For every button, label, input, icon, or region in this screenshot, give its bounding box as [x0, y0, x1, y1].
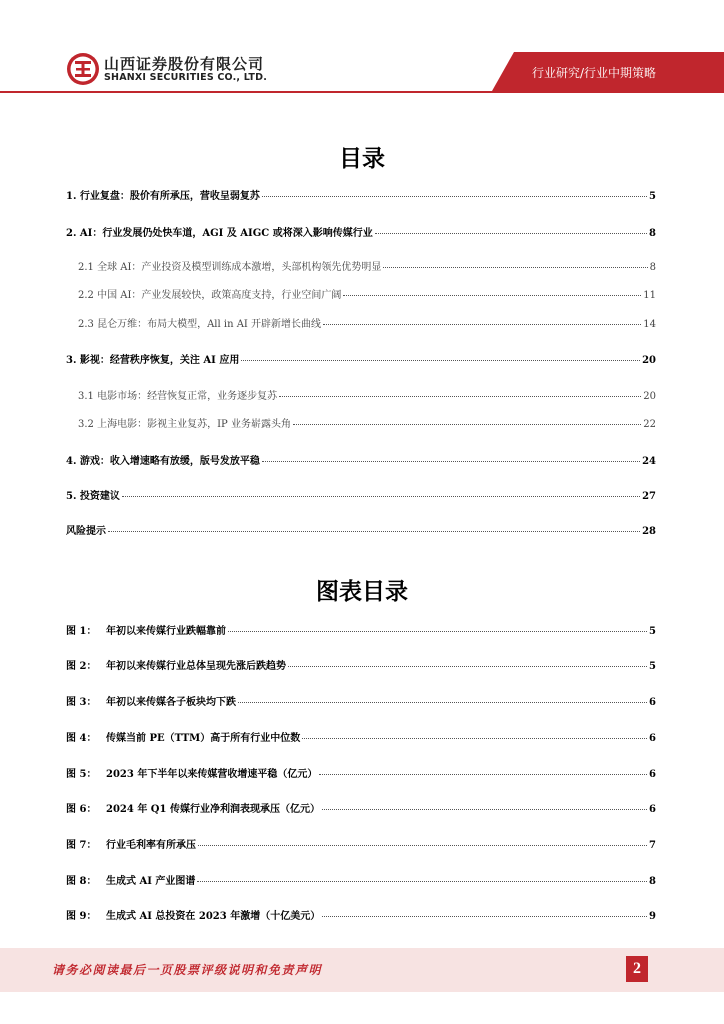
toc-entry[interactable] [66, 351, 656, 365]
toc-entry-page: 22 [643, 419, 656, 430]
leader-dots [262, 461, 640, 462]
figure-number: 图 3： [66, 697, 97, 708]
leader-dots [288, 666, 647, 667]
leader-dots [293, 424, 641, 425]
figure-entry-page: 5 [649, 626, 656, 637]
figure-number: 图 1： [66, 626, 97, 637]
disclaimer-notice: 请务必阅读最后一页股票评级说明和免责声明 [52, 963, 323, 977]
leader-dots [108, 531, 640, 532]
figure-list-title: 图表目录 [316, 579, 408, 605]
toc-entry-page: 20 [643, 391, 656, 402]
figure-entry[interactable] [66, 622, 656, 636]
figure-entry[interactable] [66, 693, 656, 707]
figure-entry-page: 7 [649, 840, 656, 851]
leader-dots [238, 702, 647, 703]
company-logo-icon [66, 52, 100, 86]
leader-dots [241, 360, 640, 361]
figure-entry-page: 6 [649, 769, 656, 780]
report-type: 行业研究/行业中期策略 [532, 66, 657, 80]
toc-entry[interactable] [66, 522, 656, 536]
figure-entry-page: 8 [649, 876, 656, 887]
figure-entry-label: 传媒当前 PE（TTM）高于所有行业中位数 [106, 733, 301, 744]
leader-dots [302, 738, 647, 739]
figure-entry[interactable] [66, 872, 656, 886]
figure-entry-page: 9 [649, 911, 656, 922]
toc-entry[interactable] [66, 452, 656, 466]
leader-dots [197, 881, 647, 882]
figure-entry-page: 5 [649, 661, 656, 672]
figure-entry-page: 6 [649, 733, 656, 744]
toc-entry-label: 4. 游戏：收入增速略有放缓，版号发放平稳 [66, 456, 260, 467]
toc-subentry[interactable] [78, 415, 656, 429]
leader-dots [319, 774, 647, 775]
leader-dots [262, 196, 647, 197]
toc-entry-label: 2.1 全球 AI：产业投资及模型训练成本激增，头部机构领先优势明显 [78, 262, 382, 273]
figure-number: 图 2： [66, 661, 97, 672]
toc-entry-page: 8 [649, 262, 656, 273]
header-divider [0, 91, 724, 93]
leader-dots [322, 809, 647, 810]
toc-entry[interactable] [66, 224, 656, 238]
toc-entry-label: 2. AI：行业发展仍处快车道，AGI 及 AIGC 或将深入影响传媒行业 [66, 228, 373, 239]
figure-entry[interactable] [66, 729, 656, 743]
leader-dots [279, 396, 641, 397]
figure-entry-label: 2024 年 Q1 传媒行业净利润表现承压（亿元） [106, 804, 320, 815]
toc-entry-label: 5. 投资建议 [66, 491, 120, 502]
figure-number: 图 4： [66, 733, 97, 744]
figure-entry-label: 年初以来传媒行业总体呈现先涨后跌趋势 [106, 661, 286, 672]
toc-entry-page: 8 [649, 228, 656, 239]
figure-entry-label: 生成式 AI 总投资在 2023 年激增（十亿美元） [106, 911, 321, 922]
figure-entry-label: 年初以来传媒各子板块均下跌 [106, 697, 236, 708]
toc-subentry[interactable] [78, 286, 656, 300]
figure-entry-page: 6 [649, 804, 656, 815]
figure-number: 图 6： [66, 804, 97, 815]
toc-entry[interactable] [66, 487, 656, 501]
figure-entry[interactable] [66, 907, 656, 921]
toc-subentry[interactable] [78, 258, 656, 272]
figure-number: 图 7： [66, 840, 97, 851]
leader-dots [375, 233, 647, 234]
toc-entry-page: 28 [642, 526, 656, 537]
toc-entry[interactable] [66, 187, 656, 201]
toc-entry-page: 24 [642, 456, 656, 467]
figure-entry[interactable] [66, 765, 656, 779]
toc-entry-page: 5 [649, 191, 656, 202]
toc-entry-label: 2.3 昆仑万维：布局大模型，All in AI 开辟新增长曲线 [78, 319, 322, 330]
toc-entry-label: 1. 行业复盘：股价有所承压，营收呈弱复苏 [66, 191, 260, 202]
leader-dots [198, 845, 647, 846]
toc-entry-label: 2.2 中国 AI：产业发展较快，政策高度支持，行业空间广阔 [78, 290, 342, 301]
figure-entry-label: 年初以来传媒行业跌幅靠前 [106, 626, 226, 637]
toc-entry-page: 11 [643, 290, 656, 301]
figure-number: 图 9： [66, 911, 97, 922]
leader-dots [343, 295, 641, 296]
leader-dots [383, 267, 647, 268]
toc-entry-label: 3.2 上海电影：影视主业复苏，IP 业务崭露头角 [78, 419, 291, 430]
leader-dots [122, 496, 640, 497]
company-name-cn: 山西证券股份有限公司 [104, 55, 265, 73]
toc-title: 目录 [339, 146, 385, 172]
company-name-en: SHANXI SECURITIES CO., LTD. [104, 72, 268, 83]
figure-entry-page: 6 [649, 697, 656, 708]
figure-entry[interactable] [66, 836, 656, 850]
figure-entry[interactable] [66, 800, 656, 814]
toc-entry-page: 20 [642, 355, 656, 366]
page-header [0, 0, 724, 95]
figure-entry[interactable] [66, 657, 656, 671]
figure-number: 图 5： [66, 769, 97, 780]
toc-entry-label: 风险提示 [66, 526, 106, 537]
figure-entry-label: 2023 年下半年以来传媒营收增速平稳（亿元） [106, 769, 318, 780]
page-number: 2 [626, 956, 648, 982]
toc-entry-page: 27 [642, 491, 656, 502]
leader-dots [228, 631, 647, 632]
toc-entry-label: 3.1 电影市场：经营恢复正常，业务逐步复苏 [78, 391, 278, 402]
leader-dots [323, 324, 641, 325]
toc-subentry[interactable] [78, 387, 656, 401]
leader-dots [322, 916, 647, 917]
figure-number: 图 8： [66, 876, 97, 887]
figure-entry-label: 行业毛利率有所承压 [106, 840, 196, 851]
toc-entry-label: 3. 影视：经营秩序恢复，关注 AI 应用 [66, 355, 240, 366]
toc-entry-page: 14 [643, 319, 656, 330]
toc-subentry[interactable] [78, 315, 656, 329]
figure-entry-label: 生成式 AI 产业图谱 [106, 876, 196, 887]
